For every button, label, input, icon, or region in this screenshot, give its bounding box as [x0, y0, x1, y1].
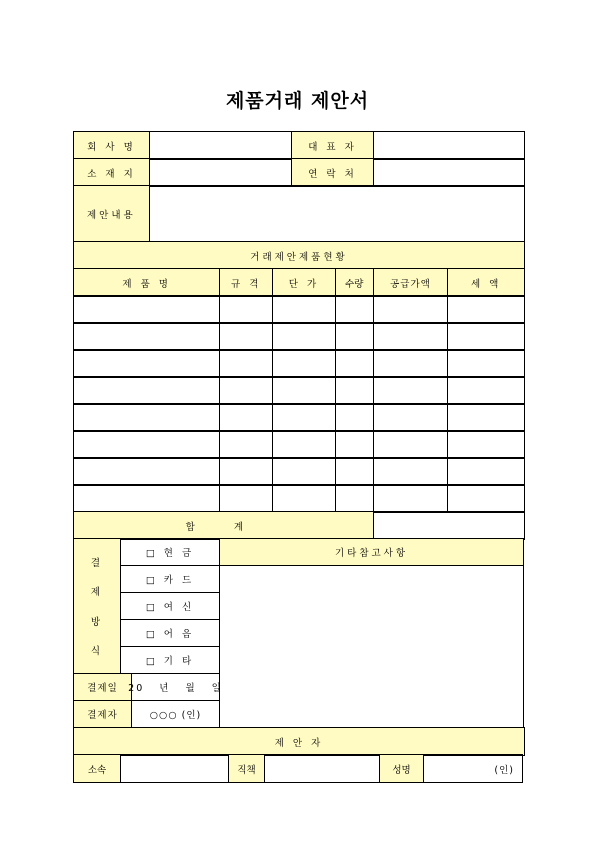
proposal-field[interactable] [149, 185, 525, 243]
unit-price-cell[interactable] [272, 295, 336, 324]
product-name-cell[interactable] [73, 430, 220, 459]
product-name-cell[interactable] [73, 349, 220, 378]
other-notes-label: 기타참고사항 [219, 538, 524, 566]
supply-amount-cell[interactable] [373, 322, 449, 351]
method-credit[interactable]: □ 여 신 [120, 592, 220, 620]
tax-cell[interactable] [447, 457, 525, 486]
company-name-label: 회 사 명 [73, 131, 150, 160]
payment-method-char: 결 [90, 557, 104, 569]
payment-date-label: 결제일 [73, 673, 132, 701]
product-name-cell[interactable] [73, 376, 220, 405]
proposer-section-row [73, 727, 524, 755]
tax-cell[interactable] [447, 376, 525, 405]
product-row [73, 484, 524, 512]
supply-amount-cell[interactable] [373, 376, 449, 405]
unit-price-cell[interactable] [272, 376, 336, 405]
spec-cell[interactable] [219, 295, 273, 324]
payer-label: 결제자 [73, 700, 132, 728]
unit-price-cell[interactable] [272, 430, 336, 459]
unit-price-cell[interactable] [272, 349, 336, 378]
proposer-section-title: 제 안 자 [73, 727, 525, 756]
supply-amount-cell[interactable] [373, 484, 449, 513]
address-label: 소 재 지 [73, 158, 150, 187]
contact-label: 연 락 처 [291, 158, 374, 187]
ceo-label: 대 표 자 [291, 131, 374, 160]
seal-mark: (인) [494, 764, 514, 776]
tax-cell[interactable] [447, 484, 525, 513]
spec-cell[interactable] [219, 430, 273, 459]
total-value-field[interactable] [373, 511, 525, 540]
tax-cell[interactable] [447, 322, 525, 351]
tax-cell[interactable] [447, 349, 525, 378]
method-cash[interactable]: □ 현 금 [120, 538, 220, 566]
quantity-cell[interactable] [335, 484, 374, 513]
spec-cell[interactable] [219, 376, 273, 405]
product-row [73, 430, 524, 458]
supply-amount-cell[interactable] [373, 457, 449, 486]
total-row [73, 511, 524, 539]
address-field[interactable] [149, 158, 292, 187]
payment-method-char: 방 [90, 616, 104, 628]
products-section-row [73, 241, 524, 269]
payer-field[interactable]: ○○○ (인) [131, 700, 220, 728]
supply-amount-cell[interactable] [373, 349, 449, 378]
supply-amount-cell[interactable] [373, 403, 449, 432]
payment-date-field[interactable]: 20 년 월 일 [131, 673, 220, 701]
tax-cell[interactable] [447, 295, 525, 324]
spec-cell[interactable] [219, 484, 273, 513]
products-header-row [73, 268, 524, 296]
header-quantity: 수량 [335, 268, 374, 297]
header-product-name: 제 품 명 [73, 268, 220, 297]
payment-method-label [73, 538, 121, 674]
name-label: 성명 [379, 754, 424, 783]
position-label: 직책 [228, 754, 265, 783]
payment-method-char: 제 [90, 587, 104, 599]
payment-method-char: 식 [90, 646, 104, 658]
product-name-cell[interactable] [73, 457, 220, 486]
product-row [73, 457, 524, 485]
position-field[interactable] [264, 754, 380, 783]
header-spec: 규 격 [219, 268, 273, 297]
ceo-field[interactable] [373, 131, 525, 160]
page-title: 제품거래 제안서 [225, 90, 370, 112]
supply-amount-cell[interactable] [373, 295, 449, 324]
unit-price-cell[interactable] [272, 484, 336, 513]
affiliation-label: 소속 [73, 754, 121, 783]
spec-cell[interactable] [219, 349, 273, 378]
product-name-cell[interactable] [73, 295, 220, 324]
spec-cell[interactable] [219, 322, 273, 351]
quantity-cell[interactable] [335, 295, 374, 324]
product-row [73, 403, 524, 431]
spec-cell[interactable] [219, 403, 273, 432]
quantity-cell[interactable] [335, 457, 374, 486]
quantity-cell[interactable] [335, 349, 374, 378]
tax-cell[interactable] [447, 403, 525, 432]
product-name-cell[interactable] [73, 403, 220, 432]
unit-price-cell[interactable] [272, 457, 336, 486]
product-row [73, 349, 524, 377]
contact-field[interactable] [373, 158, 525, 187]
proposal-row [73, 185, 524, 242]
header-tax: 세 액 [447, 268, 525, 297]
unit-price-cell[interactable] [272, 322, 336, 351]
product-row [73, 376, 524, 404]
quantity-cell[interactable] [335, 376, 374, 405]
method-other[interactable]: □ 기 타 [120, 646, 220, 674]
company-name-field[interactable] [149, 131, 292, 160]
company-name-row [73, 131, 524, 159]
method-bill[interactable]: □ 어 음 [120, 619, 220, 647]
tax-cell[interactable] [447, 430, 525, 459]
header-supply-amount: 공급가액 [373, 268, 449, 297]
quantity-cell[interactable] [335, 430, 374, 459]
spec-cell[interactable] [219, 457, 273, 486]
product-row [73, 295, 524, 323]
product-row [73, 322, 524, 350]
method-card[interactable]: □ 카 드 [120, 565, 220, 593]
supply-amount-cell[interactable] [373, 430, 449, 459]
proposer-row [73, 754, 524, 782]
other-notes-field[interactable] [219, 565, 524, 728]
quantity-cell[interactable] [335, 322, 374, 351]
header-unit-price: 단 가 [272, 268, 336, 297]
name-field[interactable] [423, 754, 523, 783]
affiliation-field[interactable] [120, 754, 229, 783]
products-section-title: 거래제안제품현황 [73, 241, 525, 270]
address-row [73, 158, 524, 186]
quantity-cell[interactable] [335, 403, 374, 432]
product-name-cell[interactable] [73, 484, 220, 513]
unit-price-cell[interactable] [272, 403, 336, 432]
total-label: 합 계 [73, 511, 374, 540]
product-name-cell[interactable] [73, 322, 220, 351]
proposal-label: 제안내용 [73, 185, 150, 243]
